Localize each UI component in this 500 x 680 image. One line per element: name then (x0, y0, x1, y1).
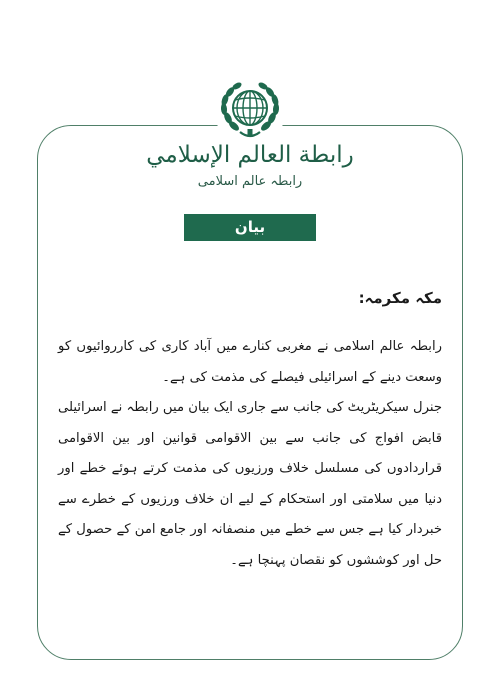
organization-name-arabic: رابطة العالم الإسلامي (146, 142, 354, 168)
statement-badge: بیان (184, 214, 316, 241)
paragraph: جنرل سیکریٹریٹ کی جانب سے جاری ایک بیان میں رابطہ نے اسرائیلی قابض افواج کی جانب سے بین الاقوامی قوانین اور بین الاقوامی قراردادوں کی مسلسل خلاف ورزیوں کی مذمت کرتے ہوئے خطے اور دنیا میں سلامتی اور استحکام کے لیے ان خلاف ورزیوں کے خطرے سے خبردار کیا ہے جس سے خطے میں منصفانہ اور جامع امن کے حصول کے حل اور کوششوں کو نقصان پہنچا ہے۔ (58, 400, 442, 568)
globe-wreath-emblem-icon (214, 74, 286, 146)
paragraph: رابطہ عالم اسلامی نے مغربی کنارے میں آباد کاری کی کارروائیوں کو وسعت دینے کے اسرائیلی فیصلے کی مذمت کی ہے۔ (58, 339, 442, 385)
dateline: مکہ مکرمہ: (358, 289, 442, 307)
statement-body (58, 332, 442, 576)
organization-name-urdu: رابطہ عالم اسلامی (197, 174, 303, 189)
